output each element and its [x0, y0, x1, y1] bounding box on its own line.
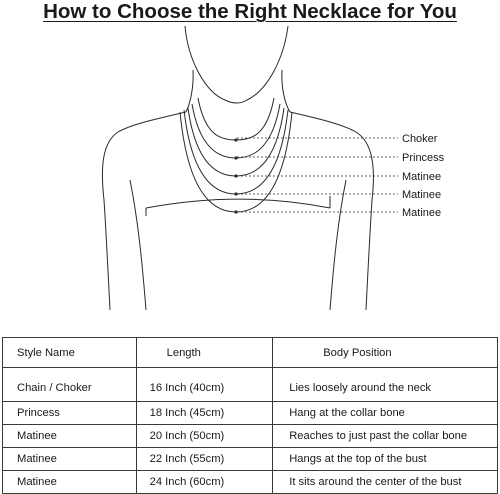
cell-position: Hangs at the top of the bust	[273, 448, 498, 471]
table-header-row	[3, 338, 498, 368]
cell-position: Reaches to just past the collar bone	[273, 425, 498, 448]
matinee-24-strand	[180, 112, 292, 212]
table-row	[3, 448, 498, 471]
choker-strand	[198, 98, 274, 140]
cell-length: 22 Inch (55cm)	[136, 448, 273, 471]
cell-style: Princess	[3, 402, 137, 425]
matinee-22-strand	[184, 110, 288, 194]
cell-length: 24 Inch (60cm)	[136, 471, 273, 494]
label-matinee-20: Matinee	[402, 171, 442, 183]
table-row	[3, 402, 498, 425]
label-matinee-22: Matinee	[402, 189, 442, 201]
cell-style: Chain / Choker	[3, 368, 137, 402]
body-outline	[102, 26, 373, 310]
cell-position: Lies loosely around the neck	[273, 368, 498, 402]
cell-length: 18 Inch (45cm)	[136, 402, 273, 425]
matinee-20-strand	[188, 108, 284, 176]
necklace-size-table	[2, 337, 498, 494]
table-row	[3, 368, 498, 402]
label-choker: Choker	[402, 133, 438, 145]
label-princess: Princess	[402, 152, 445, 164]
header-style-name: Style Name	[3, 338, 137, 368]
header-body-position: Body Position	[273, 338, 498, 368]
table-row	[3, 425, 498, 448]
cell-style: Matinee	[3, 448, 137, 471]
cell-length: 16 Inch (40cm)	[136, 368, 273, 402]
table-row	[3, 471, 498, 494]
cell-position: Hang at the collar bone	[273, 402, 498, 425]
cell-style: Matinee	[3, 425, 137, 448]
cell-style: Matinee	[3, 471, 137, 494]
cell-length: 20 Inch (50cm)	[136, 425, 273, 448]
page-title: How to Choose the Right Necklace for You	[43, 0, 457, 23]
label-matinee-24: Matinee	[402, 207, 442, 219]
princess-strand	[192, 104, 280, 158]
diagram-labels	[402, 133, 445, 219]
header-length: Length	[136, 338, 273, 368]
necklace-diagram	[0, 24, 500, 324]
cell-position: It sits around the center of the bust	[273, 471, 498, 494]
